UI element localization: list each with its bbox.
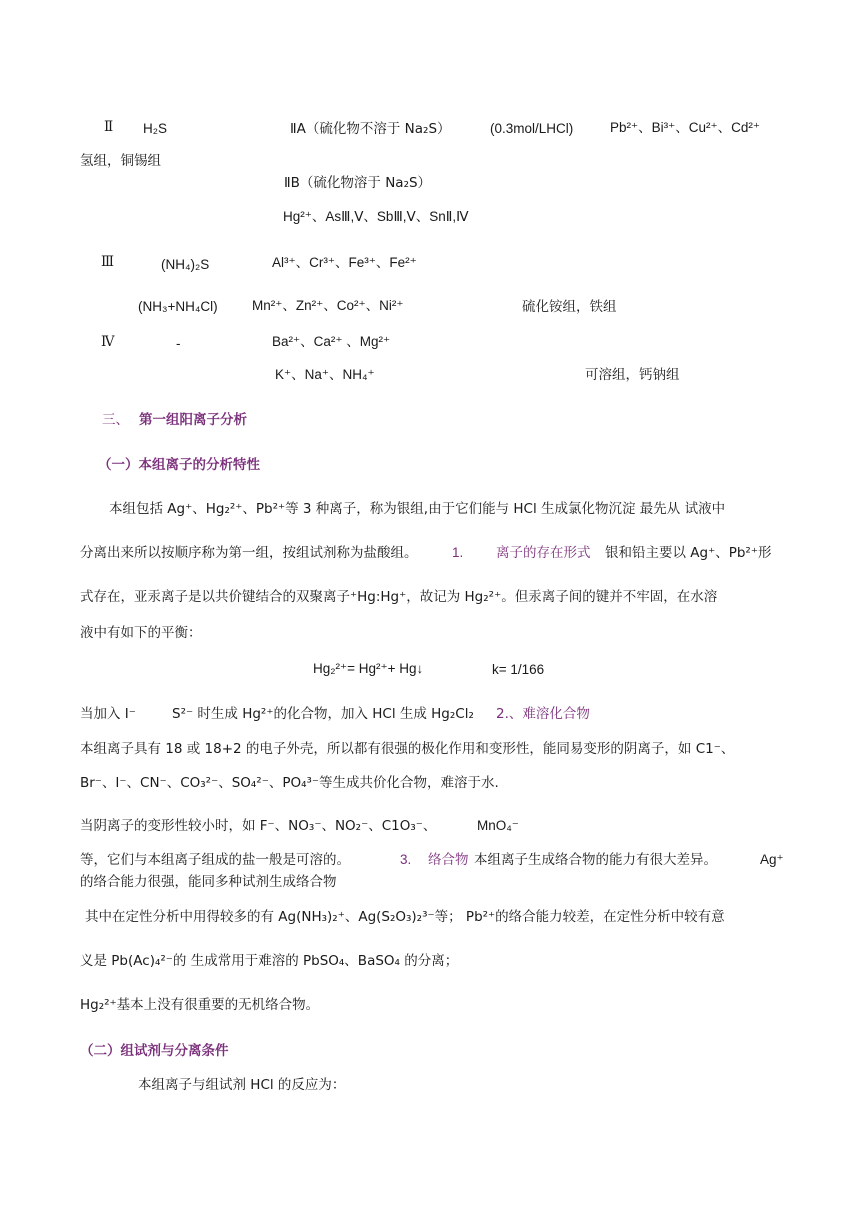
body-line-4: 液中有如下的平衡： — [80, 625, 202, 641]
intro-line-1: 本组包括 Ag⁺、Hg₂²⁺、Pb²⁺等 3 种离子，称为银组,由于它们能与 HCl 生成氯化物沉淀 最先从 试液中 — [109, 501, 726, 517]
group-4a-ions: Ba²⁺、Ca²⁺ 、Mg²⁺ — [272, 334, 391, 349]
section-heading: 第一组阳离子分析 — [139, 412, 247, 428]
intro-line-2: 分离出来所以按顺序称为第一组，按组试剂称为盐酸组。 — [80, 545, 418, 561]
group-3-name: 硫化铵组，铁组 — [522, 299, 617, 315]
body-line-13: Hg₂²⁺基本上没有很重要的无机络合物。 — [80, 997, 320, 1013]
group-2b-ions: Hg²⁺、AsⅢ,Ⅴ、SbⅢ,Ⅴ、SnⅡ,Ⅳ — [283, 209, 469, 224]
body-line-8: 当阴离子的变形性较小时，如 F⁻、NO₃⁻、NO₂⁻、C1O₃⁻、 — [80, 818, 437, 834]
group-3-condition: (NH₃+NH₄Cl) — [138, 299, 218, 314]
body-line-3: 式存在，亚汞离子是以共价键结合的双聚离子⁺Hg:Hg⁺，故记为 Hg₂²⁺。但汞离子间的键并不牢固，在水溶 — [80, 589, 718, 605]
group-2-condition: (0.3mol/LHCl) — [490, 121, 574, 136]
item-3-title: 络合物 — [428, 852, 469, 868]
body-line-7: Br⁻、I⁻、CN⁻、CO₃²⁻、SO₄²⁻、PO₄³⁻等生成共价化合物，难溶于水. — [80, 775, 499, 791]
body-line-9a: 等，它们与本组离子组成的盐一般是可溶的。 — [80, 852, 350, 868]
item-1-text: 银和铅主要以 Ag⁺、Pb²⁺形 — [605, 545, 772, 561]
body-line-10: 的络合能力很强，能同多种试剂生成络合物 — [80, 874, 337, 890]
group-4-reagent: - — [176, 336, 181, 351]
group-2a-label: ⅡA（硫化物不溶于 Na₂S） — [290, 121, 451, 137]
group-3b-ions: Mn²⁺、Zn²⁺、Co²⁺、Ni²⁺ — [252, 298, 404, 313]
item-1-title: 离子的存在形式 — [496, 545, 591, 561]
body-line-9b: 本组离子生成络合物的能力有很大差异。 — [474, 852, 717, 868]
body-line-6: 本组离子具有 18 或 18+2 的电子外壳，所以都有很强的极化作用和变形性，能同易变形的阴离子，如 C1⁻、 — [80, 741, 735, 757]
group-2b-label: ⅡB（硫化物溶于 Na₂S） — [284, 175, 432, 191]
body-line-11: 其中在定性分析中用得较多的有 Ag(NH₃)₂⁺、Ag(S₂O₃)₂³⁻等； Pb²⁺的络合能力较差，在定性分析中较有意 — [85, 909, 725, 925]
section-number: 三、 — [102, 412, 129, 428]
body-line-14: 本组离子与组试剂 HCl 的反应为： — [138, 1077, 346, 1093]
subsection-heading-2: （二）组试剂与分离条件 — [80, 1043, 229, 1059]
item-1-number: 1. — [452, 545, 464, 560]
group-2-name: 氢组，铜锡组 — [80, 153, 161, 169]
group-3-numeral: Ⅲ — [101, 254, 115, 270]
body-line-5a: 当加入 I⁻ — [80, 706, 136, 722]
item-2-title: 2.、难溶化合物 — [496, 706, 590, 722]
group-2-reagent: H₂S — [143, 121, 167, 136]
group-4-numeral: Ⅳ — [101, 334, 115, 350]
item-3-number: 3. — [400, 852, 412, 867]
body-line-9c: Ag⁺ — [760, 852, 784, 867]
group-4-name: 可溶组，钙钠组 — [585, 367, 680, 383]
group-2-numeral: Ⅱ — [104, 119, 114, 135]
equilibrium-constant: k= 1/166 — [492, 662, 545, 677]
group-2a-ions: Pb²⁺、Bi³⁺、Cu²⁺、Cd²⁺ — [610, 120, 761, 135]
subsection-heading-1: （一）本组离子的分析特性 — [98, 457, 260, 473]
body-line-8b: MnO₄⁻ — [477, 818, 519, 833]
group-3-reagent: (NH₄)₂S — [161, 257, 210, 272]
body-line-12: 义是 Pb(Ac)₄²⁻的 生成常用于难溶的 PbSO₄、BaSO₄ 的分离； — [80, 953, 459, 969]
group-4b-ions: K⁺、Na⁺、NH₄⁺ — [275, 367, 375, 382]
group-3a-ions: Al³⁺、Cr³⁺、Fe³⁺、Fe²⁺ — [272, 255, 417, 270]
body-line-5b: S²⁻ 时生成 Hg²⁺的化合物，加入 HCl 生成 Hg₂Cl₂ — [172, 706, 474, 722]
equilibrium-equation: Hg₂²⁺= Hg²⁺+ Hg↓ — [313, 661, 424, 676]
